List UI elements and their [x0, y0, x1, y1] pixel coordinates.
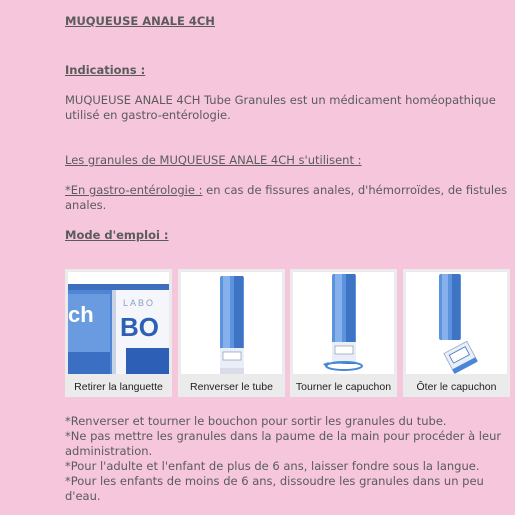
step-card	[403, 269, 510, 397]
step-card	[65, 269, 172, 397]
usage-text: en cas de fissures anales, d'hémorroïdes, de fistules anales.	[65, 183, 508, 212]
note-line: *Pour les enfants de moins de 6 ans, dissoudre les granules dans un peu d'eau.	[65, 474, 484, 503]
note-line: *Pour l'adulte et l'enfant de plus de 6 ans, laisser fondre sous la langue.	[65, 459, 480, 473]
tube-inverted-photo	[181, 272, 282, 374]
cap-removed-image	[406, 272, 507, 374]
usage-notes	[65, 414, 510, 504]
indications-heading: Indications :	[65, 63, 146, 77]
step-caption: Ôter le capuchon	[416, 381, 497, 393]
tube-inverted-image	[181, 272, 282, 374]
page-content	[65, 14, 510, 243]
svg-text:LABO: LABO	[123, 298, 156, 308]
svg-text:ch: ch	[68, 302, 94, 327]
step-caption: Renverser le tube	[190, 381, 273, 393]
usage-paragraph	[65, 183, 510, 213]
page-title: MUQUEUSE ANALE 4CH	[65, 14, 215, 28]
svg-text:BO: BO	[120, 312, 159, 342]
step-card	[290, 269, 397, 397]
usage-label: *En gastro-entérologie :	[65, 183, 203, 197]
indications-text: MUQUEUSE ANALE 4CH Tube Granules est un médicament homéopathique utilisé en gastro-entérologie.	[65, 93, 496, 122]
note-line: *Renverser et tourner le bouchon pour sortir les granules du tube.	[65, 414, 447, 428]
tube-label-photo	[68, 272, 169, 374]
usage-heading: Les granules de MUQUEUSE ANALE 4CH s'utilisent :	[65, 153, 362, 167]
cap-removed-photo	[406, 272, 507, 374]
tube-twist-photo	[293, 272, 394, 374]
instructions-gallery	[65, 269, 511, 397]
step-caption: Retirer la languette	[74, 381, 163, 393]
tube-twist-image	[293, 272, 394, 374]
step-caption: Tourner le capuchon	[295, 381, 392, 393]
note-line: *Ne pas mettre les granules dans la paume de la main pour procéder à leur administration.	[65, 429, 502, 458]
mode-heading: Mode d'emploi :	[65, 228, 169, 242]
step-card	[178, 269, 285, 397]
tube-closeup-image	[68, 272, 169, 374]
